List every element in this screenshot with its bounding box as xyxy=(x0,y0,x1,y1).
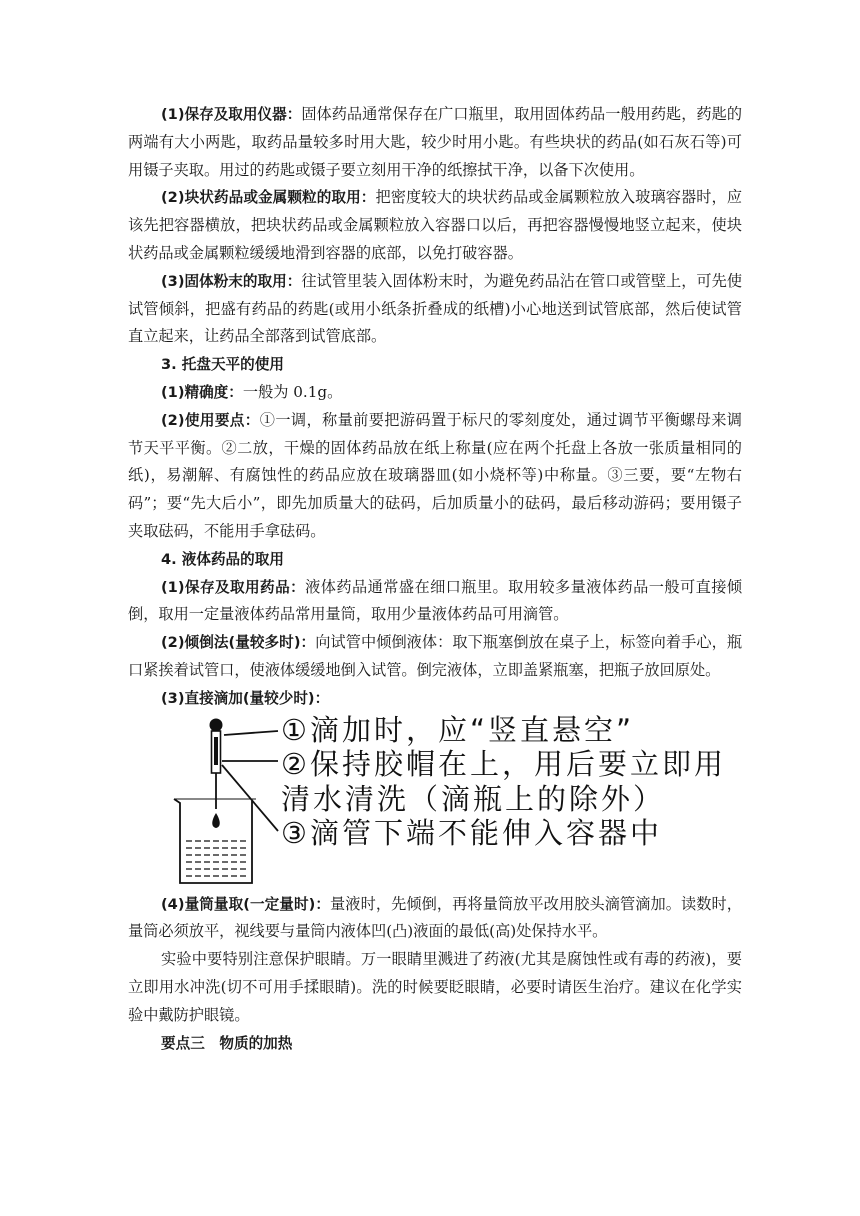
paragraph-label: (2)块状药品或金属颗粒的取用： xyxy=(161,189,376,207)
paragraph-block-solids xyxy=(128,184,742,267)
paragraph-label: (1)保存及取用药品： xyxy=(161,578,306,596)
heading-text: 要点三 物质的加热 xyxy=(161,1034,293,1052)
section-heading-heating xyxy=(128,1030,742,1058)
heading-text: 3. 托盘天平的使用 xyxy=(161,356,284,374)
paragraph-text: 固体药品通常保存在广口瓶里，取用固体药品一般用药匙，药匙的两端有大小两匙，取药品量较多时用大匙，较少时用小匙。有些块状的药品(如石灰石等)可用镊子夹取。用过的药匙或镊子要立刻用干净的纸擦拭干净，以备下次使用。 xyxy=(128,105,743,179)
paragraph-store-liquids xyxy=(128,574,742,630)
paragraph-powder xyxy=(128,268,742,351)
paragraph-measuring-cylinder xyxy=(128,891,742,947)
paragraph-text: 实验中要特别注意保护眼睛。万一眼睛里溅进了药液(尤其是腐蚀性或有毒的药液)，要立即用水冲洗(切不可用手揉眼睛)。洗的时候要眨眼睛，必要时请医生治疗。建议在化学实验中戴防护眼镜。 xyxy=(128,950,742,1024)
paragraph-text: 往试管里装入固体粉末时，为避免药品沾在管口或管壁上，可先使试管倾斜，把盛有药品的药匙(或用小纸条折叠成的纸槽)小心地送到试管底部，然后使试管直立起来，让药品全部落到试管底部。 xyxy=(128,271,743,346)
figure-note-2: ②保持胶帽在上，用后要立即用 xyxy=(281,747,726,782)
paragraph-text: ①一调，称量前要把游码置于标尺的零刻度处，通过调节平衡螺母来调节天平平衡。②二放，干燥的固体药品放在纸上称量(应在两个托盘上各放一张质量相同的纸)，易潮解、有腐蚀性的药品应放在玻璃器皿(如小烧杯等)中称量。③三要，要“左物右码”；要“先大后小”，即先加质量大的砝码，后加质量小的砝码，最后移动游码；要用镊子夹取砝码，不能用手拿砝码。 xyxy=(128,410,742,540)
paragraph-label: (1)精确度： xyxy=(161,383,243,401)
paragraph-label: (2)使用要点： xyxy=(161,411,260,429)
paragraph-text: 向试管中倾倒液体：取下瓶塞倒放在桌子上，标签向着手心，瓶口紧挨着试管口，使液体缓缓地倒入试管。倒完液体，立即盖紧瓶塞，把瓶子放回原处。 xyxy=(128,633,743,679)
paragraph-precision xyxy=(128,379,742,407)
paragraph-label: (2)倾倒法(量较多时)： xyxy=(161,634,316,652)
figure-note-2-cont: 清水清洗（滴瓶上的除外） xyxy=(281,781,666,816)
heading-text: 4. 液体药品的取用 xyxy=(161,550,284,568)
paragraph-eye-safety xyxy=(128,946,742,1029)
section-heading-liquids xyxy=(128,546,742,574)
paragraph-label: (3)固体粉末的取用： xyxy=(161,272,302,290)
figure-note-3: ③滴管下端不能伸入容器中 xyxy=(281,816,662,851)
paragraph-text: 把密度较大的块状药品或金属颗粒放入玻璃容器时，应该先把容器横放，把块状药品或金属颗粒放入容器口以后，再把容器慢慢地竖立起来，使块状药品或金属颗粒缓缓地滑到容器的底部，以免打破容器。 xyxy=(128,188,743,262)
paragraph-text: 一般为 0.1g。 xyxy=(242,382,343,401)
paragraph-pouring xyxy=(128,629,742,685)
beaker-liquid xyxy=(186,841,246,876)
dropper-figure xyxy=(128,713,742,891)
paragraph-text: 量液时，先倾倒，再将量筒放平改用胶头滴管滴加。读数时，量筒必须放平，视线要与量筒内液体凹(凸)液面的最低(高)处保持水平。 xyxy=(128,894,742,941)
paragraph-label: (3)直接滴加(量较少时)： xyxy=(161,689,330,707)
paragraph-text: 液体药品通常盛在细口瓶里。取用较多量液体药品一般可直接倾倒，取用一定量液体药品常用量筒，取用少量液体药品可用滴管。 xyxy=(128,577,743,624)
figure-note-1: ①滴加时，应“竖直悬空” xyxy=(281,712,635,747)
paragraph-label: (1)保存及取用仪器： xyxy=(161,106,302,123)
section-heading-balance xyxy=(128,351,742,379)
paragraph-dropping xyxy=(128,685,742,713)
figure-notes xyxy=(281,713,726,851)
paragraph-label: (4)量筒量取(一定量时)： xyxy=(161,895,331,913)
paragraph-store-instruments xyxy=(128,101,742,184)
paragraph-usage-points xyxy=(128,407,742,546)
document-body xyxy=(128,101,742,1057)
